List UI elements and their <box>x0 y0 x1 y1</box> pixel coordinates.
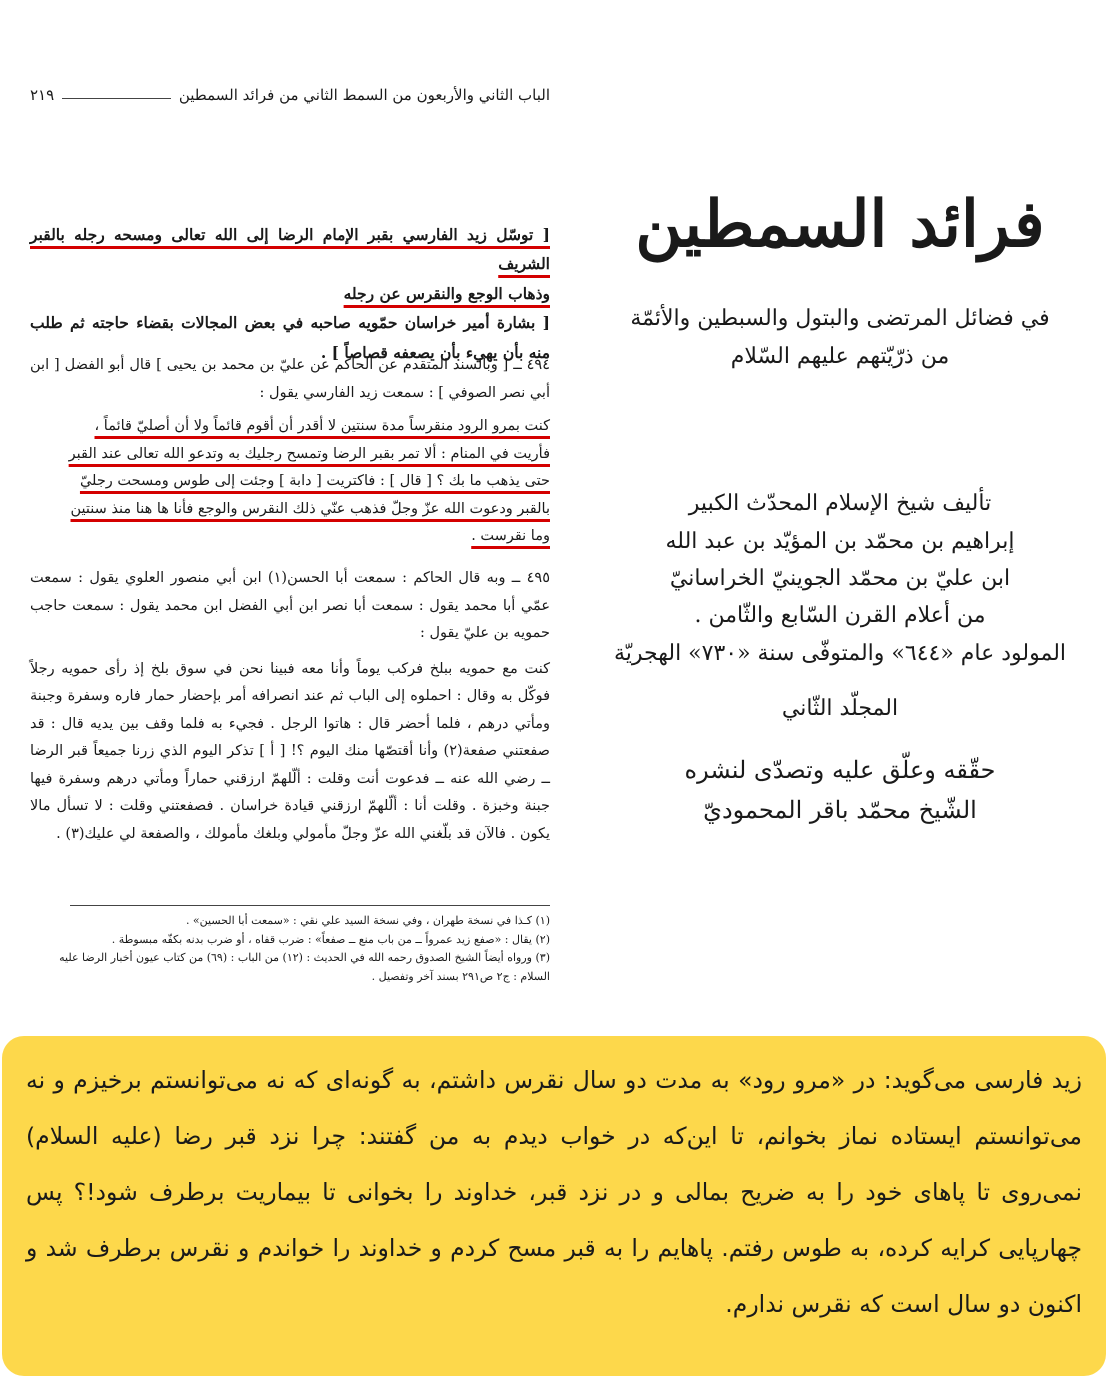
editor-line-2: الشّيخ محمّد باقر المحموديّ <box>703 796 977 825</box>
heading-1b: وذهاب الوجع والنقرس عن رجله <box>343 283 550 303</box>
author-line-2: إبراهيم بن محمّد بن المؤيّد بن عبد الله <box>665 528 1015 554</box>
para-494-line-1: كنت بمرو الرود منقرساً مدة سنتين لا أقدر أن أقوم قائماً ولا أن أصليّ قائماً ، <box>94 418 550 435</box>
era-line: من أعلام القرن السّابع والثّامن . <box>694 603 986 629</box>
footnote-3: (٣) ورواه أيضاً الشيخ الصدوق رحمه الله في الحديث : (١٢) من الباب : (٦٩) من كتاب عيون أخبار الرضا عليه السلام : ج٢ ص٢٩١ بسند آخر وتفصيل . <box>59 951 550 984</box>
book-title: فرائد السمطين <box>635 187 1045 262</box>
page-number: ٢١٩ <box>30 86 55 104</box>
para-494-line-3: حتى يذهب ما بك ؟ [ قال ] : فاكتريت [ دابة ] وجئت إلى طوس ومسحت رجليّ <box>79 473 550 490</box>
right-title-page <box>600 170 1080 930</box>
page-header <box>30 80 550 110</box>
translation-text: زید فارسی می‌گوید: در «مرو رود» به مدت دو سال نقرس داشتم، به گونه‌ای که نه می‌توانستم برخیزم و نه می‌توانستم ایستاده نماز بخوانم، تا این‌که در خواب دیدم به من گفتند: چرا نزد قبر رضا (علیه السلام) نمی‌روی تا پاهای خود را به ضریح بمالی و در نزد قبر، خداوند را بخوانی تا بیماریت برطرف شود!؟ پس چهارپایی کرایه کرده، به طوس رفتم. پاهایم را به قبر مسح کردم و خداوند را خواندم و نقرس برطرف شد و اکنون دو سال است که نقرس ندارم. <box>26 1066 1082 1318</box>
para-494-line-4: بالقبر ودعوت الله عزّ وجلّ فذهب عنّي ذلك النقرس والوجع فأنا ها هنا منذ سنتين <box>70 500 550 517</box>
para-494-intro: ٤٩٤ ــ [ وبالسند المتقدم عن الحاكم عن عليّ بن محمد بن يحيى ] قال أبو الفضل [ ابن أبي نصر الصوفي ] : سمعت زيد الفارسي يقول : <box>30 357 550 401</box>
paragraph-495 <box>30 565 550 848</box>
subtitle-line-1: في فضائل المرتضى والبتول والسبطين والأئمّة <box>630 306 1050 332</box>
para-494-line-5: وما نقرست . <box>471 528 550 545</box>
footnote-rule <box>70 905 550 906</box>
para-495-intro: ٤٩٥ ــ وبه قال الحاكم : سمعت أبا الحسن(١) ابن أبي منصور العلوي يقول : سمعت عمّي أبا محمد يقول : سمعت أبا نصر ابن أبي الفضل ابن محمد يقول : سمعت حاجب حمويه بن عليّ يقول : <box>30 570 551 642</box>
persian-translation-box <box>2 1036 1106 1376</box>
heading-section <box>30 220 550 367</box>
heading-2: [ بشارة أمير خراسان حمّويه صاحبه في بعض المجالات بقضاء حاجته ثم طلب منه بأن يهيء بأن يصعفه قصاصاً ] . <box>30 313 550 362</box>
header-rule <box>62 98 171 99</box>
author-line-3: ابن عليّ بن محمّد الجوينيّ الخراسانيّ <box>669 565 1011 591</box>
author-line-1: تأليف شيخ الإسلام المحدّث الكبير <box>688 491 992 517</box>
para-495-body: كنت مع حمويه ببلخ فركب يوماً وأنا معه فبينا نحن في سوق بلخ إذ رأى حمويه رجلاً فوكّل به وقال : احملوه إلى الباب ثم عند انصرافه أمر بإحضار حمار فاره وسفرة وجبنة ومأتي درهم ، فلما أحضر قال : هاتوا الرجل . فجيء به فلما وقف بين يديه قال : قد صفعتني صفعة(٢) وأنا أقتصّها منك اليوم ؟! [ أ ] تذكر اليوم الذي زرنا جميعاً قبر الرضا ــ رضي الله عنه ــ فدعوت أنت وقلت : ألّلهمّ ارزقني حماراً ومأتي درهم وسفرة فيها جبنة وخبزة . وقلت أنا : ألّلهمّ ارزقني قيادة خراسان . فصفعتني وقلت : لا تسأل مالا يكون . فالآن قد بلّغني الله عزّ وجلّ مأمولي وبلغك مأمولك ، والصفعة لي عليك(٣) . <box>30 660 550 842</box>
paragraph-494 <box>30 352 550 551</box>
para-494-line-2: فأريت في المنام : ألا تمر بقبر الرضا وتمسح رجليك به وتدعو الله تعالى عند القبر <box>68 445 550 462</box>
heading-1a: [ توسّل زيد الفارسي بقبر الإمام الرضا إلى الله تعالى ومسحه رجله بالقبر الشريف <box>30 225 550 274</box>
dates-line: المولود عام «٦٤٤» والمتوفّى سنة «٧٣٠» الهجريّة <box>613 640 1067 666</box>
header-title: الباب الثاني والأربعون من السمط الثاني من فرائد السمطين <box>178 86 550 104</box>
footnotes <box>30 905 550 987</box>
subtitle-line-2: من ذرّيّتهم عليهم السّلام <box>730 343 950 369</box>
editor-line-1: حقّقه وعلّق عليه وتصدّى لنشره <box>684 755 996 784</box>
volume-label: المجلّد الثّاني <box>781 696 899 722</box>
left-book-page <box>30 60 550 1020</box>
footnote-1: (١) كـذا في نسخة طهران ، وفي نسخة السيد علي نقي : «سمعت أبا الحسين» . <box>185 914 550 927</box>
footnote-2: (٢) يقال : «صفع زيد عمرواً ــ من باب منع ــ صفعاً» : ضرب قفاه ، أو ضرب بدنه بكفّه مبسوطة . <box>111 932 550 946</box>
